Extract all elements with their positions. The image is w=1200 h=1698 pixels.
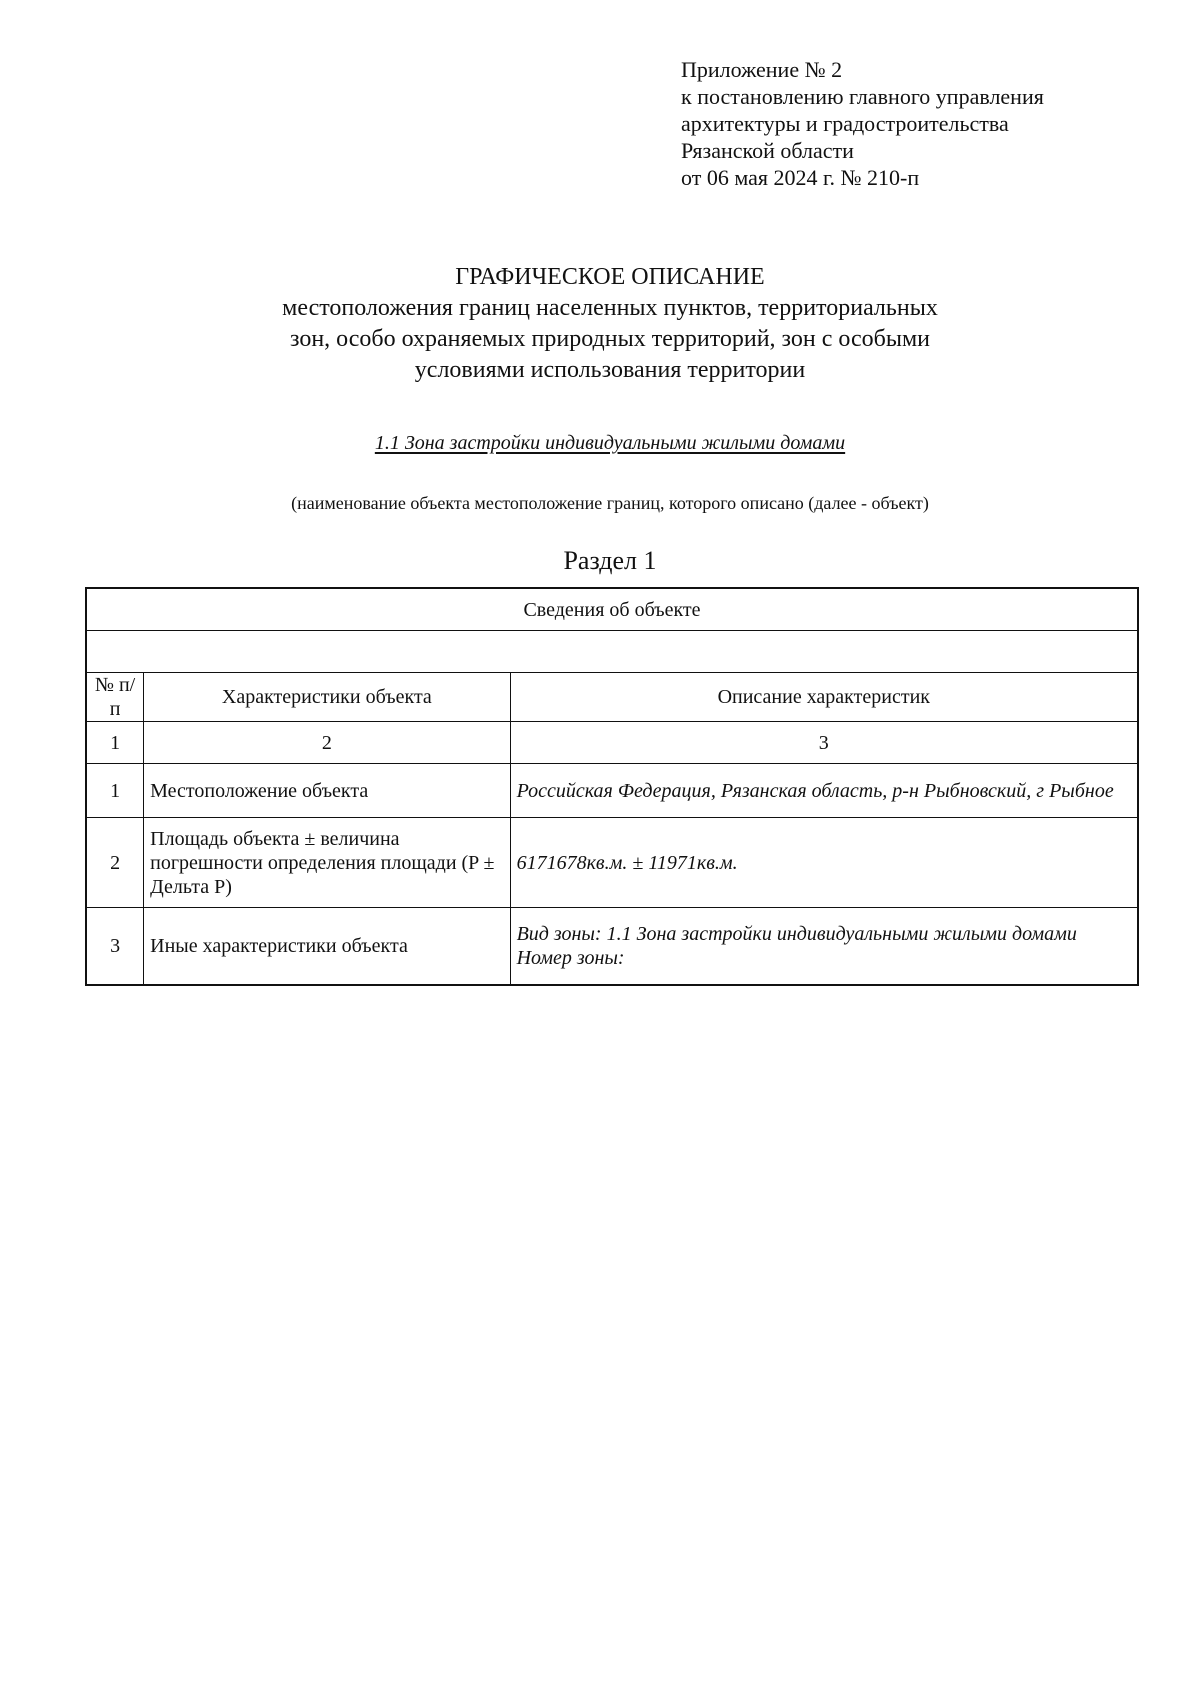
table-empty-row (86, 631, 1138, 673)
row-description: 6171678кв.м. ± 11971кв.м. (510, 818, 1138, 908)
row-characteristic: Иные характеристики объекта (144, 908, 510, 986)
table-row (86, 818, 1138, 908)
row-description (510, 908, 1138, 986)
table-empty-cell (86, 631, 1138, 673)
title-line-1: ГРАФИЧЕСКОЕ ОПИСАНИЕ (455, 264, 765, 290)
column-number-3: 3 (510, 722, 1138, 764)
column-number-2: 2 (144, 722, 510, 764)
row-number: 3 (86, 908, 144, 986)
appendix-line-3: архитектуры и градостроительства (681, 111, 1009, 136)
row-description-line-1: Вид зоны: 1.1 Зона застройки индивидуальными жилыми домами (516, 923, 1077, 945)
table-header: Сведения об объекте (86, 588, 1138, 631)
object-info-table (85, 587, 1139, 986)
table-row (86, 908, 1138, 986)
row-number: 2 (86, 818, 144, 908)
column-header-characteristic: Характеристики объекта (144, 673, 510, 722)
document-title (150, 262, 1070, 386)
section-title: Раздел 1 (563, 546, 657, 575)
table-row (86, 764, 1138, 818)
title-line-4: условиями использования территории (414, 357, 806, 383)
appendix-line-2: к постановлению главного управления (681, 84, 1044, 109)
object-name: 1.1 Зона застройки индивидуальными жилыми домами (374, 432, 846, 454)
column-header-description: Описание характеристик (510, 673, 1138, 722)
column-header-number: № п/п (86, 673, 144, 722)
column-number-1: 1 (86, 722, 144, 764)
object-caption: (наименование объекта местоположение границ, которого описано (далее - объект) (291, 493, 929, 513)
row-description-line-2: Номер зоны: (516, 947, 625, 969)
table-column-numbers-row (86, 722, 1138, 764)
title-line-3: зон, особо охраняемых природных территорий, зон с особыми (289, 326, 931, 352)
table-columns-row (86, 673, 1138, 722)
row-characteristic: Площадь объекта ± величина погрешности определения площади (P ± Дельта P) (144, 818, 510, 908)
appendix-reference (681, 56, 1141, 191)
row-description: Российская Федерация, Рязанская область, р-н Рыбновский, г Рыбное (510, 764, 1138, 818)
appendix-line-5: от 06 мая 2024 г. № 210-п (681, 165, 920, 190)
table-header-row (86, 588, 1138, 631)
appendix-line-1: Приложение № 2 (681, 57, 843, 82)
row-number: 1 (86, 764, 144, 818)
row-characteristic: Местоположение объекта (144, 764, 510, 818)
title-line-2: местоположения границ населенных пунктов, территориальных (282, 295, 938, 321)
appendix-line-4: Рязанской области (681, 138, 854, 163)
